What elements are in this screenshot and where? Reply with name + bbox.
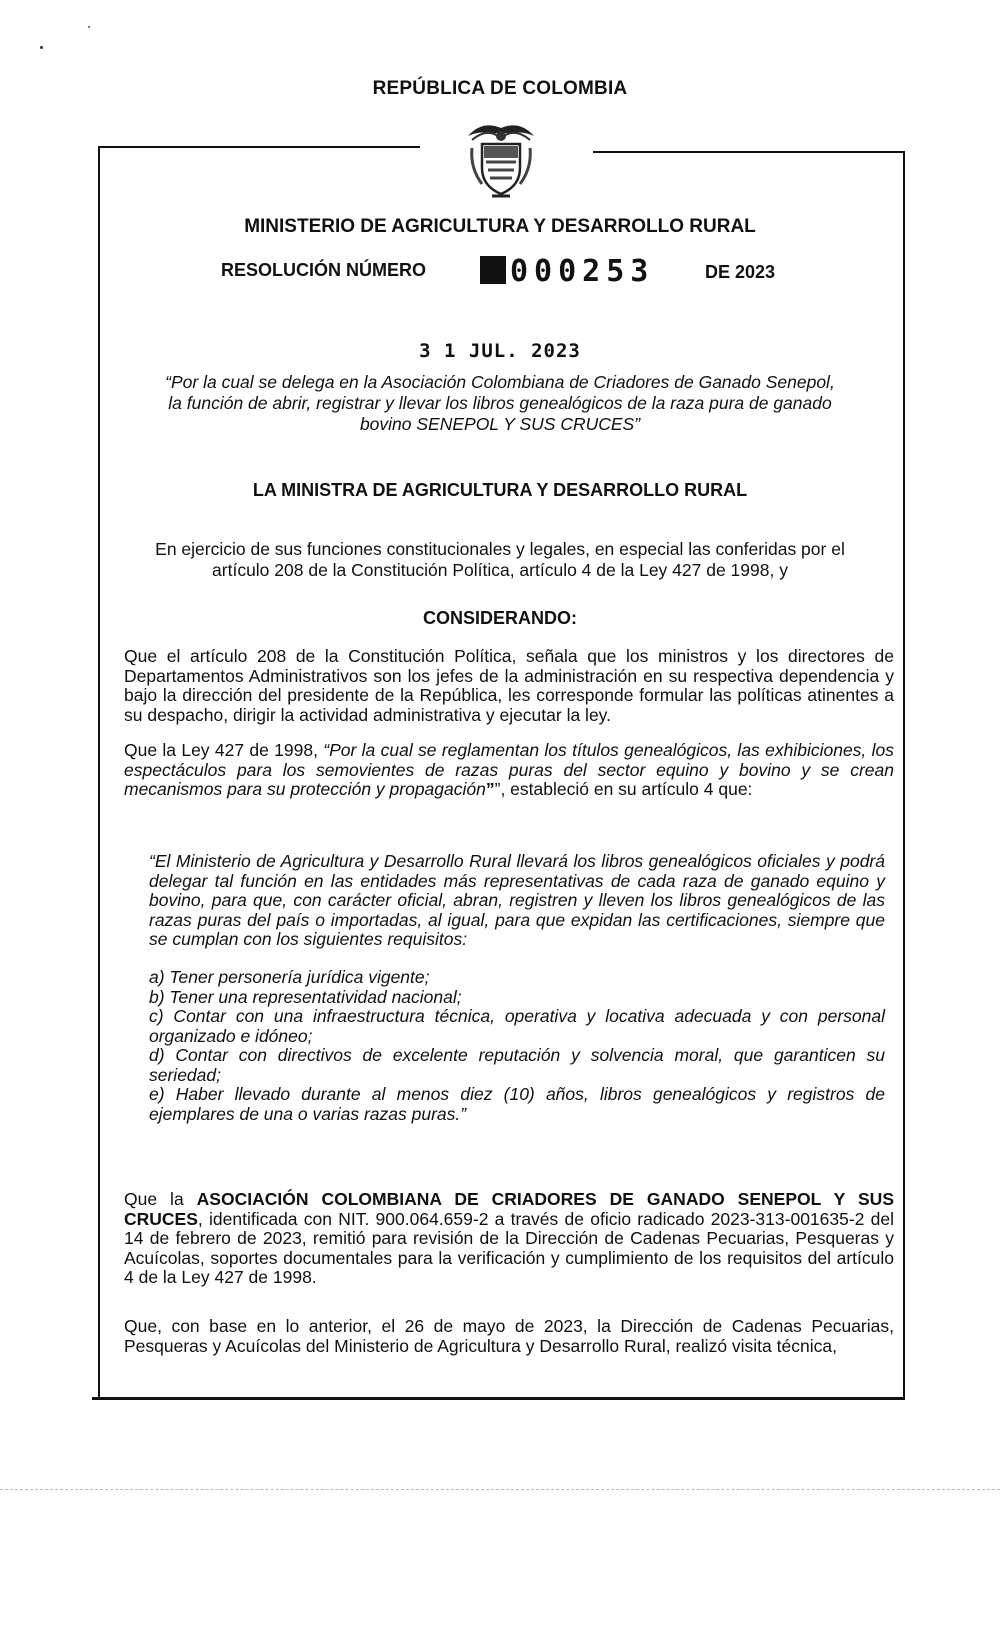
frame-line-right (903, 151, 905, 1400)
requirement-item: a) Tener personería jurídica vigente; (149, 967, 430, 987)
exercise-clause: En ejercicio de sus funciones constitucionales y legales, en especial las conferidas por el artículo 208 de la Constitución Política, artículo 4 de la Ley 427 de 1998, y (155, 539, 845, 580)
scan-speck (40, 46, 43, 49)
frame-line-top-right (593, 151, 905, 153)
frame-line-top-left (98, 146, 420, 148)
paragraph-law-427-tail: ”, estableció en su artículo 4 que: (494, 779, 753, 799)
paragraph-law-427-quote-mark: ” (485, 779, 495, 799)
frame-line-left (98, 146, 100, 1400)
scan-artifact-line (0, 1489, 1000, 1491)
country-title: REPÚBLICA DE COLOMBIA (372, 78, 628, 99)
requirement-item: e) Haber llevado durante al menos diez (10) años, libros genealógicos y registros de ejemplares de una o varias razas puras.” (149, 1084, 885, 1124)
paragraph-law-427-lead: Que la Ley 427 de 1998, (124, 740, 324, 760)
requirement-item: c) Contar con una infraestructura técnica, operativa y locativa adecuada y con personal organizado e idóneo; (149, 1006, 885, 1046)
issuer-title: LA MINISTRA DE AGRICULTURA Y DESARROLLO RURAL (252, 480, 748, 500)
paragraph-association (124, 1190, 894, 1288)
date-stamp: 3 1 JUL. 2023 (419, 340, 581, 362)
resolution-year: DE 2023 (705, 262, 776, 282)
law-quote: “El Ministerio de Agricultura y Desarrollo Rural llevará los libros genealógicos oficiales y podrá delegar tal función en las entidades más representativas de cada raza de ganado equino y bovino, para que, con carácter oficial, abran, registren y lleven los libros genealógicos de las razas puras del país o importadas, al igual, para que expidan las certificaciones, siempre que se cumplan con los siguientes requisitos: (149, 851, 885, 949)
requirement-item: d) Contar con directivos de excelente reputación y solvencia moral, que garanticen su seriedad; (149, 1045, 885, 1085)
resolution-number (480, 254, 654, 289)
paragraph-association-lead: Que la (124, 1189, 197, 1209)
paragraph-technical-visit: Que, con base en lo anterior, el 26 de mayo de 2023, la Dirección de Cadenas Pecuarias, Pesqueras y Acuícolas del Ministerio de Agricultura y Desarrollo Rural, realizó visita técnica, (124, 1316, 894, 1356)
coat-of-arms-icon (462, 118, 540, 200)
resolution-label: RESOLUCIÓN NÚMERO (221, 260, 427, 280)
paragraph-law-427 (124, 741, 894, 800)
requirements-list (149, 968, 885, 1124)
considering-heading: CONSIDERANDO: (422, 608, 577, 628)
association-name: ASOCIACIÓN COLOMBIANA DE CRIADORES DE GANADO SENEPOL Y SUS CRUCES (124, 1189, 894, 1229)
paragraph-association-tail: , identificada con NIT. 900.064.659-2 a través de oficio radicado 2023-313-001635-2 del 14 de febrero de 2023, remitió para revisión de la Dirección de Cadenas Pecuarias, Pesqueras y Acuícolas, soportes documentales para la verificación y cumplimiento de los requisitos del artículo 4 de la Ley 427 de 1998. (124, 1208, 894, 1287)
paragraph-law-427-title: “Por la cual se reglamentan los títulos genealógicos, las exhibiciones, los espectáculos para los semovientes de razas puras del sector equino y bovino y se crean mecanismos para su protección y propagación (124, 740, 894, 799)
resolution-subject: “Por la cual se delega en la Asociación Colombiana de Criadores de Ganado Senepol, la función de abrir, registrar y llevar los libros genealógicos de la raza pura de ganado bovino SENEPOL Y SUS CRUCES” (165, 372, 835, 434)
paragraph-article-208: Que el artículo 208 de la Constitución Política, señala que los ministros y los directores de Departamentos Administrativos son los jefes de la administración en su respectiva dependencia y bajo la dirección del presidente de la República, les corresponde formular las políticas atinentes a su despacho, dirigir la actividad administrativa y ejecutar la ley. (124, 646, 894, 725)
scan-speck (88, 26, 90, 28)
requirement-item: b) Tener una representatividad nacional; (149, 986, 462, 1007)
stamp-block-icon (480, 256, 506, 284)
frame-line-bottom (92, 1397, 905, 1400)
resolution-number-value: 000253 (510, 254, 655, 289)
ministry-title: MINISTERIO DE AGRICULTURA Y DESARROLLO RURAL (244, 216, 756, 237)
